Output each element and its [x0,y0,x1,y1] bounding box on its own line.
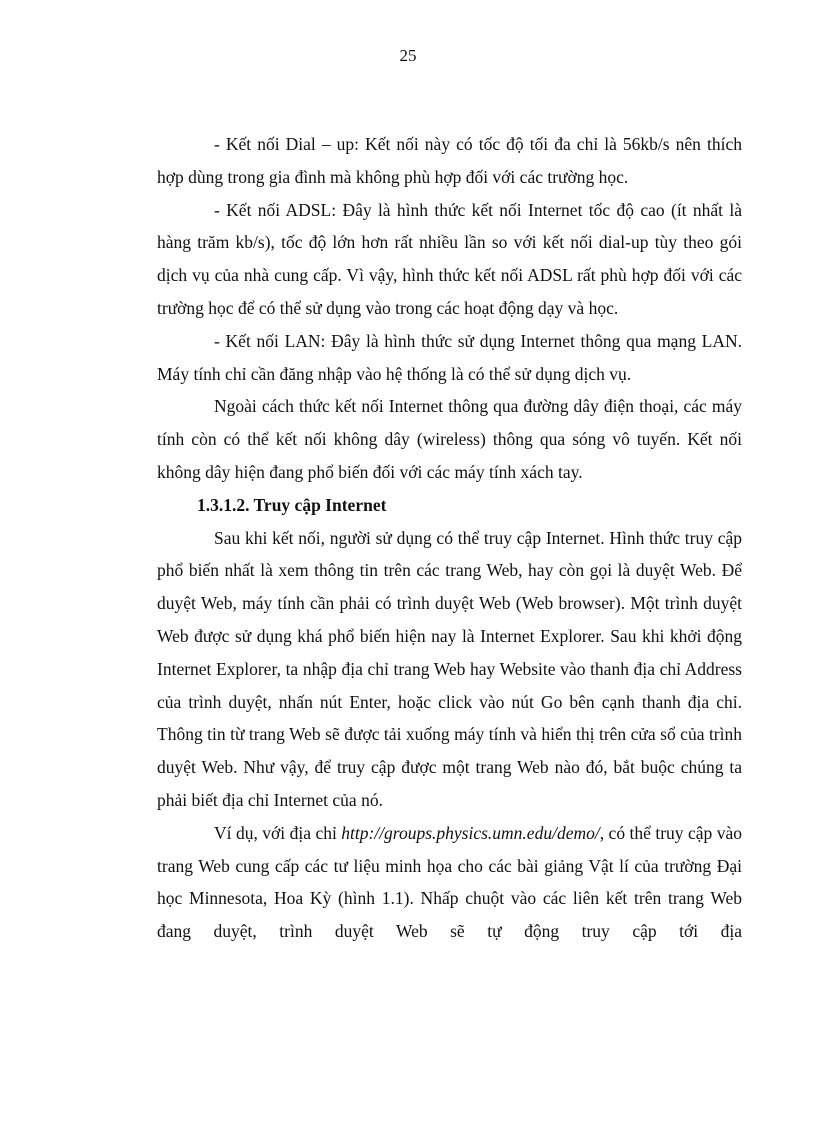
paragraph-dialup: - Kết nối Dial – up: Kết nối này có tốc độ tối đa chỉ là 56kb/s nên thích hợp dùng trong gia đình mà không phù hợp đối với các trường học. [157,134,742,187]
example-text-after: , có thể truy cập vào trang Web cung cấp các tư liệu minh họa cho các bài giảng Vật lí của trường Đại học Minnesota, Hoa Kỳ (hình 1.1). Nhấp chuột vào các liên kết trên trang Web đang duyệt, trình duyệt Web sẽ tự động truy cập tới địa [157,822,743,942]
paragraph-access: Sau khi kết nối, người sử dụng có thể truy cập Internet. Hình thức truy cập phổ biến nhất là xem thông tin trên các trang Web, hay còn gọi là duyệt Web. Để duyệt Web, máy tính cần phải có trình duyệt Web (Web browser). Một trình duyệt Web được sử dụng khá phổ biến hiện nay là Internet Explorer. Sau khi khởi động Internet Explorer, ta nhập địa chỉ trang Web hay Website vào thanh địa chỉ Address của trình duyệt, nhấn nút Enter, hoặc click vào nút Go bên cạnh thanh địa chỉ. Thông tin từ trang Web sẽ được tải xuống máy tính và hiển thị trên cửa sổ của trình duyệt Web. Như vậy, để truy cập được một trang Web nào đó, bắt buộc chúng ta phải biết địa chỉ Internet của nó. [157,527,742,810]
document-body [157,128,742,948]
paragraph-lan: - Kết nối LAN: Đây là hình thức sử dụng Internet thông qua mạng LAN. Máy tính chỉ cần đăng nhập vào hệ thống là có thể sử dụng dịch vụ. [157,330,742,384]
section-heading: 1.3.1.2. Truy cập Internet [197,494,387,515]
example-url: http://groups.physics.umn.edu/demo/ [341,822,600,843]
paragraph-adsl: - Kết nối ADSL: Đây là hình thức kết nối Internet tốc độ cao (ít nhất là hàng trăm kb/s), tốc độ lớn hơn rất nhiều lần so với kết nối dial-up tùy theo gói dịch vụ của nhà cung cấp. Vì vậy, hình thức kết nối ADSL rất phù hợp đối với các trường học để có thể sử dụng vào trong các hoạt động dạy và học. [157,199,742,318]
page-number: 25 [399,46,417,65]
paragraph-wireless: Ngoài cách thức kết nối Internet thông qua đường dây điện thoại, các máy tính còn có thể kết nối không dây (wireless) thông qua sóng vô tuyến. Kết nối không dây hiện đang phổ biến đối với các máy tính xách tay. [157,396,742,482]
paragraph-example [157,817,742,948]
example-text-before: Ví dụ, với địa chỉ [214,822,342,843]
